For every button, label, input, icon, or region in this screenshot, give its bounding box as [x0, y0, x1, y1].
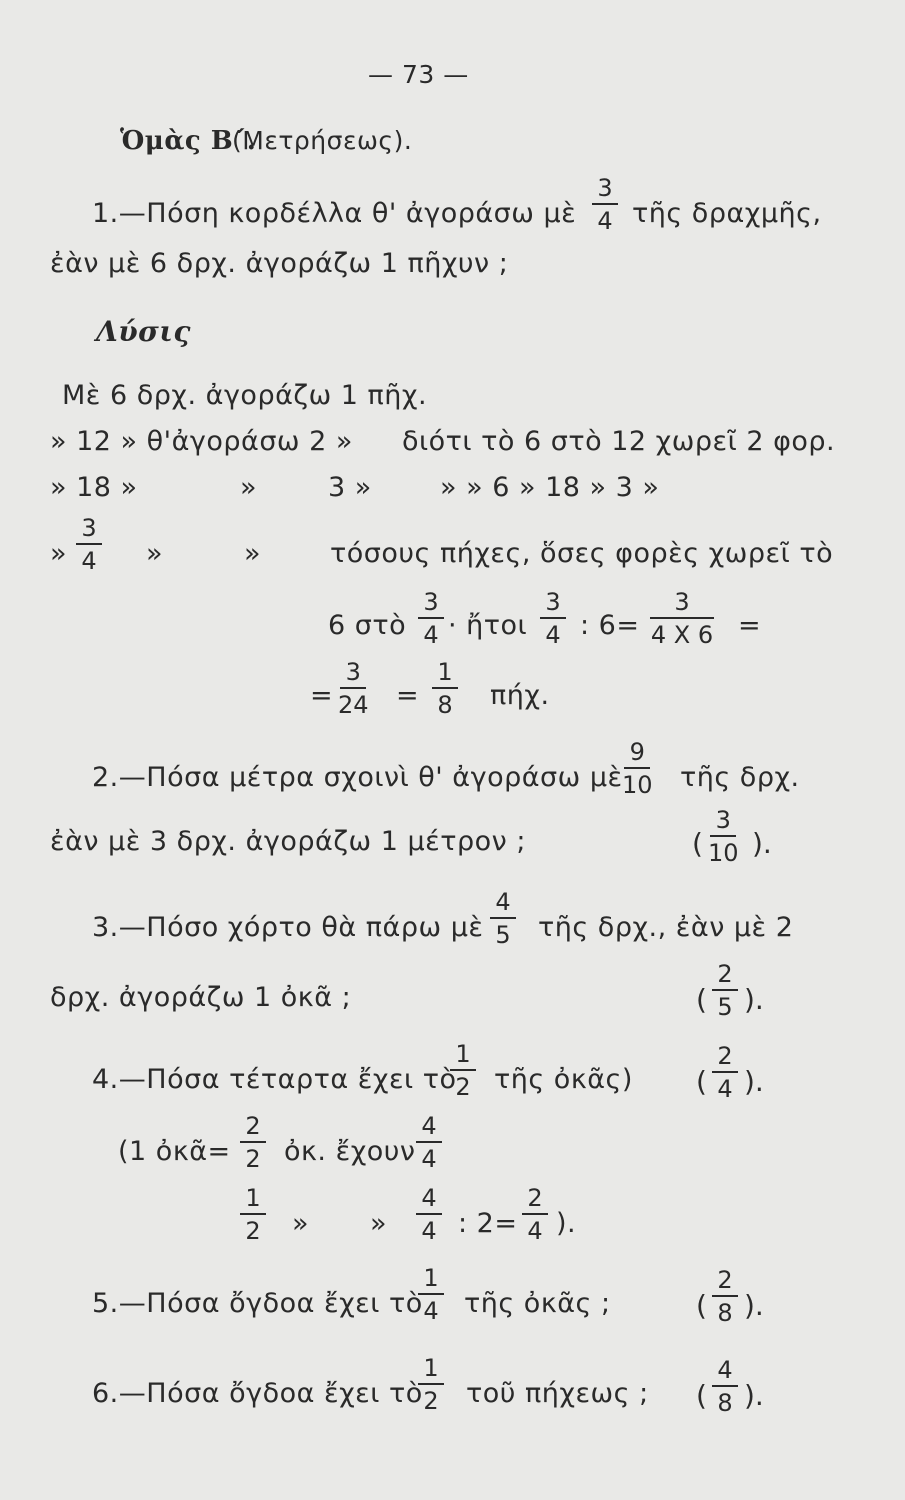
- fraction-denominator: 4: [421, 1217, 437, 1245]
- solution-row2-b: διότι τὸ 6 στὸ 12 χωρεῖ 2 φορ.: [402, 426, 836, 457]
- solution-row4-c: »: [244, 538, 262, 569]
- problem4-fraction: [450, 1042, 476, 1099]
- problem3-text-line2: δρχ. ἀγοράζω 1 ὀκᾶ ;: [50, 982, 352, 1013]
- solution-row5-fraction1: [418, 590, 444, 647]
- problem6-text-a: 6.—Πόσα ὄγδοα ἔχει τὸ: [92, 1378, 423, 1409]
- fraction-denominator: 2: [245, 1217, 261, 1245]
- fraction-numerator: 1: [450, 1042, 476, 1071]
- fraction-numerator: 4: [416, 1186, 442, 1215]
- fraction-denominator: 4: [81, 547, 97, 575]
- fraction-numerator: 1: [418, 1266, 444, 1295]
- fraction-denominator: 4: [423, 621, 439, 649]
- solution-row4-b: »: [146, 538, 164, 569]
- fraction-denominator: 2: [423, 1387, 439, 1415]
- problem4-answer-close: ).: [744, 1065, 764, 1098]
- solution-row5-c: : 6=: [580, 610, 640, 641]
- fraction-numerator: 3: [340, 660, 366, 689]
- problem4-note2-fraction3: [522, 1186, 548, 1243]
- problem3-text-b: τῆς δρχ., ἐὰν μὲ 2: [538, 912, 794, 943]
- fraction-numerator: 3: [650, 590, 714, 619]
- problem2-answer-close: ).: [752, 827, 772, 860]
- fraction-numerator: 4: [712, 1358, 738, 1387]
- problem4-answer-fraction: [712, 1044, 738, 1101]
- problem4-note2-a: »: [292, 1208, 310, 1239]
- fraction-denominator: 2: [245, 1145, 261, 1173]
- problem4-answer-open: (: [696, 1065, 707, 1098]
- solution-row6-c: πήχ.: [490, 680, 550, 711]
- fraction-numerator: 1: [240, 1186, 266, 1215]
- section-heading: Ὁμὰς Β΄.: [120, 126, 257, 156]
- solution-row4-a: »: [50, 538, 68, 569]
- problem3-answer-fraction: [712, 962, 738, 1019]
- problem4-note2-d: ).: [556, 1208, 577, 1239]
- solution-row6-fraction1: [338, 660, 369, 717]
- problem2-text-a: 2.—Πόσα μέτρα σχοινὶ θ' ἀγοράσω μὲ: [92, 762, 623, 793]
- fraction-numerator: 3: [540, 590, 566, 619]
- problem1-text-b: τῆς δραχμῆς,: [632, 198, 822, 229]
- fraction-numerator: 3: [710, 808, 736, 837]
- fraction-denominator: 24: [338, 691, 369, 719]
- solution-row4-d: τόσους πήχες, ὅσες φορὲς χωρεῖ τὸ: [330, 538, 834, 569]
- fraction-numerator: 3: [592, 176, 618, 205]
- problem4-text-a: 4.—Πόσα τέταρτα ἔχει τὸ: [92, 1064, 457, 1095]
- problem1-text-a: 1.—Πόση κορδέλλα θ' ἀγοράσω μὲ: [92, 198, 577, 229]
- fraction-denominator: 8: [437, 691, 453, 719]
- problem1-fraction: [592, 176, 618, 233]
- problem3-fraction: [490, 890, 516, 947]
- problem4-note-fraction2: [416, 1114, 442, 1171]
- problem2-fraction: [622, 740, 653, 797]
- solution-row3-c: 3 »: [328, 472, 372, 503]
- solution-row6-fraction2: [432, 660, 458, 717]
- problem4-text-b: τῆς ὀκᾶς): [494, 1064, 633, 1095]
- problem4-note2-fraction2: [416, 1186, 442, 1243]
- solution-row5-fraction2: [540, 590, 566, 647]
- fraction-numerator: 4: [490, 890, 516, 919]
- fraction-numerator: 3: [76, 516, 102, 545]
- fraction-denominator: 10: [622, 771, 653, 799]
- fraction-denominator: 4: [597, 207, 613, 235]
- solution-row3-a: » 18 »: [50, 472, 138, 503]
- fraction-numerator: 1: [432, 660, 458, 689]
- fraction-numerator: 2: [712, 1268, 738, 1297]
- solution-row2-a: » 12 » θ'ἀγοράσω 2 »: [50, 426, 353, 457]
- fraction-numerator: 2: [712, 962, 738, 991]
- fraction-numerator: 3: [418, 590, 444, 619]
- problem6-answer-fraction: [712, 1358, 738, 1415]
- solution-row3-d: » » 6 » 18 » 3 »: [440, 472, 660, 503]
- solution-row4-fraction: [76, 516, 102, 573]
- solution-row6-b: =: [396, 680, 420, 711]
- problem2-text-b: τῆς δρχ.: [680, 762, 800, 793]
- solution-title: Λύσις: [96, 315, 191, 348]
- fraction-numerator: 9: [624, 740, 650, 769]
- problem4-note-fraction1: [240, 1114, 266, 1171]
- problem5-text-b: τῆς ὀκᾶς ;: [464, 1288, 611, 1319]
- problem3-text-a: 3.—Πόσο χόρτο θὰ πάρω μὲ: [92, 912, 484, 943]
- fraction-numerator: 4: [416, 1114, 442, 1143]
- fraction-numerator: 2: [712, 1044, 738, 1073]
- fraction-denominator: 5: [495, 921, 511, 949]
- solution-row5-fraction3: [650, 590, 714, 647]
- solution-row1: Μὲ 6 δρχ. ἀγοράζω 1 πῆχ.: [62, 380, 428, 411]
- problem2-answer-open: (: [692, 827, 703, 860]
- problem5-answer-close: ).: [744, 1289, 764, 1322]
- fraction-denominator: 4: [717, 1075, 733, 1103]
- problem6-answer-open: (: [696, 1379, 707, 1412]
- problem4-note-a: (1 ὀκᾶ=: [118, 1136, 231, 1167]
- problem6-fraction: [418, 1356, 444, 1413]
- fraction-denominator: 8: [717, 1389, 733, 1417]
- solution-row5-a: 6 στὸ: [328, 610, 407, 641]
- fraction-numerator: 2: [522, 1186, 548, 1215]
- problem6-text-b: τοῦ πήχεως ;: [466, 1378, 649, 1409]
- problem5-answer-fraction: [712, 1268, 738, 1325]
- fraction-numerator: 2: [240, 1114, 266, 1143]
- solution-row5-b: · ἤτοι: [448, 610, 528, 641]
- fraction-numerator: 1: [418, 1356, 444, 1385]
- problem2-answer-fraction: [708, 808, 739, 865]
- fraction-denominator: 4: [545, 621, 561, 649]
- problem4-note2-c: : 2=: [458, 1208, 518, 1239]
- fraction-denominator: 10: [708, 839, 739, 867]
- fraction-denominator: 5: [717, 993, 733, 1021]
- fraction-denominator: 4: [423, 1297, 439, 1325]
- fraction-denominator: 8: [717, 1299, 733, 1327]
- problem4-note2-fraction1: [240, 1186, 266, 1243]
- problem2-text-line2: ἐὰν μὲ 3 δρχ. ἀγοράζω 1 μέτρον ;: [50, 826, 526, 857]
- solution-row3-b: »: [240, 472, 258, 503]
- page-number: — 73 —: [368, 60, 469, 89]
- solution-row5-d: =: [738, 610, 762, 641]
- problem1-text-line2: ἐὰν μὲ 6 δρχ. ἀγοράζω 1 πῆχυν ;: [50, 248, 509, 279]
- problem6-answer-close: ).: [744, 1379, 764, 1412]
- problem5-answer-open: (: [696, 1289, 707, 1322]
- fraction-denominator: 4: [421, 1145, 437, 1173]
- problem5-fraction: [418, 1266, 444, 1323]
- fraction-denominator: 4 X 6: [650, 621, 714, 649]
- solution-row6-a: =: [310, 680, 334, 711]
- problem4-note2-b: »: [370, 1208, 388, 1239]
- fraction-denominator: 2: [455, 1073, 471, 1101]
- problem4-note-b: ὀκ. ἔχουν: [284, 1136, 416, 1167]
- problem3-answer-open: (: [696, 983, 707, 1016]
- problem5-text-a: 5.—Πόσα ὄγδοα ἔχει τὸ: [92, 1288, 423, 1319]
- fraction-denominator: 4: [527, 1217, 543, 1245]
- problem3-answer-close: ).: [744, 983, 764, 1016]
- section-subtitle: (Μετρήσεως).: [232, 126, 413, 155]
